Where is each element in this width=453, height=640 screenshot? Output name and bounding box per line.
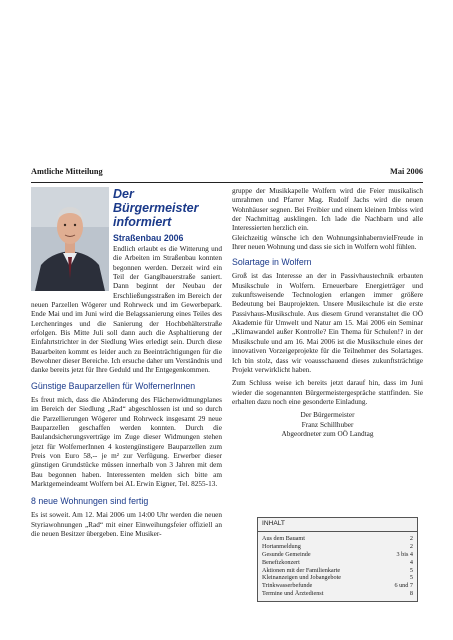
toc-item-label: Hortanmeldung — [262, 542, 301, 550]
left-column — [31, 187, 222, 539]
toc-item — [262, 574, 413, 582]
article-paragraph: Es ist soweit. Am 12. Mai 2006 um 14:00 Uhr werden die neuen Styriawohnungen „Rad“ mit einer Einweihungsfeier offiziell an die neuen Besitzer übergeben. Eine Musiker- — [31, 511, 222, 538]
table-of-contents — [257, 517, 418, 602]
signature-block — [232, 411, 423, 439]
toc-item-page: 5 — [409, 574, 413, 582]
toc-item — [262, 567, 413, 575]
feature-title-line1: Der Bürgermeister — [113, 187, 199, 215]
feature-subtitle: Straßenbau 2006 — [113, 233, 184, 243]
toc-item-label: Benefizkonzert — [262, 558, 300, 566]
toc-item-page: 2 — [409, 542, 413, 550]
portrait-photo — [31, 187, 109, 291]
portrait-image — [31, 187, 109, 291]
article-paragraph: Groß ist das Interesse an der in Passivhaustechnik erbauten Musikschule in Wolfern. Erneuerbare Energieträger und zukunftsweisende Technologien erlangen immer größere Bedeutung bei Bauprojekten. Unsere Musikschule ist die erste Passivhaus-Musikschule. Aus diesem Grund veranstaltet die OÖ Akademie für Umwelt und Natur am 15. Mai 2006 ein Seminar „Klimawandel außer Kontrolle? Ein Thema für Schulen!? in der Musikschule und am 16. Mai 2006 ist die Musikschule eines der innovativen Vorzeigeprojekte für die Teilnehmer des Solartages. Ich bin stolz, dass wir voausschauend dieses zukunftsträchtige Projekt verwirklicht haben. — [232, 272, 423, 374]
section-heading: Günstige Bauparzellen für WolfernerInnen — [31, 380, 196, 391]
toc-item — [262, 543, 413, 551]
toc-item — [262, 559, 413, 567]
toc-item-label: Aktionen mit der Familienkarte — [262, 566, 341, 574]
toc-item-label: Trinkwasserbefunde — [262, 582, 313, 590]
toc-title: INHALT — [258, 518, 417, 532]
toc-item — [262, 551, 413, 559]
signature-role: Abgeordneter zum OÖ Landtag — [281, 429, 374, 438]
section-heading: 8 neue Wohnungen sind fertig — [31, 496, 149, 507]
toc-item-label: Aus dem Bauamt — [262, 534, 305, 542]
header-section-label: Amtliche Mitteilung — [31, 167, 103, 176]
right-column — [232, 187, 423, 439]
article-paragraph: Es freut mich, dass die Abänderung des Flächenwidmungplanes im Bereich der Siedlung „Rad“ abgeschlossen ist und so durch die Parzellierungen Wögerer und Rohrweck insgesamt 29 neue Bauparzellen geschaffen werden konnten. Durch die Baulandsicherungsverträge im Zuge dieser Widmungen stehen jetzt für WolfernerInnen 4 kostengünstigere Bauparzellen zum Preis von Euro 58,-- je m² zur Verfügung. Erwerber dieser günstigen Grundstücke müssen innerhalb von 3 Jahren mit dem Bau begonnen haben. Interessenten melden sich bitte am Marktgemeindeamt Wolfern bei AL Erwin Eigner, Tel. 8255-13. — [31, 395, 222, 488]
article-paragraph: Gleichzeitig wünsche ich den WohnungsinhabernvielFreude in Ihrer neuen Wohnung und dass sie sich in Wolfern wohl fühlen. — [232, 233, 423, 252]
header-divider — [31, 182, 423, 183]
article-paragraph: Endlich erlaubt es die Witterung und die Arbeiten im Straßenbau konnten begonnen werden. Derzeit wird ein Teil der Ganglbauerstraße saniert. Dann beginnt der Neubau der Erschließungsstraßen im Bereich der neuen Parzellen Wögerer und Rohrweck und im Gewerbepark. Ende Mai und im Juni wird die Belagssanierung eines Teiles des Lerchenringes und die Sanierung der Hochbehälterstraße erfolgen. Bis Mitte Juli soll dann auch die Asphaltierung der Einfahrtstrichter in der Siedlung Wies erledigt sein. Durch diese Bauarbeiten kommt es leider auch zu Beeinträchtigungen für die Bewohner dieser Bereiche. Ich ersuche daher um Verständnis und danke bereits jetzt für Ihre Geduld und Ihr Entgegenkommen. — [31, 245, 222, 375]
toc-list — [258, 532, 417, 601]
signature-title: Der Bürgermeister — [300, 411, 355, 420]
toc-item-label: Termine und Ärztedienst — [262, 590, 324, 598]
toc-item-page: 2 — [409, 534, 413, 542]
toc-item-label: Gesunde Gemeinde — [262, 550, 311, 558]
feature-title-line2: informiert — [113, 215, 172, 229]
toc-item-label: Kleinanzeigen und Jobangebote — [262, 574, 342, 582]
header-date: Mai 2006 — [390, 167, 423, 176]
section-heading: Solartage in Wolfern — [232, 257, 312, 268]
article-paragraph: Zum Schluss weise ich bereits jetzt darauf hin, dass im Juni wieder die sogenannten Bürgermeistergespräche stattfinden. Sie erhalten dazu noch eine gesonderte Einladung. — [232, 379, 423, 406]
toc-item-page: 4 — [409, 558, 413, 566]
article-paragraph: gruppe der Musikkapelle Wolfern wird die Feier musikalisch umrahmen und Pfarrer Mag. Rudolf Jachs wird die neuen Wohnhäuser segnen. Bei Freibier und einem kleinen Imbiss wird der Nachmittag ausklingen. Ich lade die Nachbarn und alle Interessierten herzlich ein. — [232, 187, 423, 233]
toc-item — [262, 535, 413, 543]
toc-item-page: 5 — [409, 566, 413, 574]
toc-item — [262, 582, 413, 590]
signature-name: Franz Schillhuber — [301, 420, 354, 429]
page-header — [31, 167, 423, 181]
toc-item — [262, 590, 413, 598]
toc-item-page: 8 — [409, 590, 413, 598]
toc-item-page: 3 bis 4 — [396, 550, 413, 558]
toc-item-page: 6 und 7 — [394, 582, 413, 590]
